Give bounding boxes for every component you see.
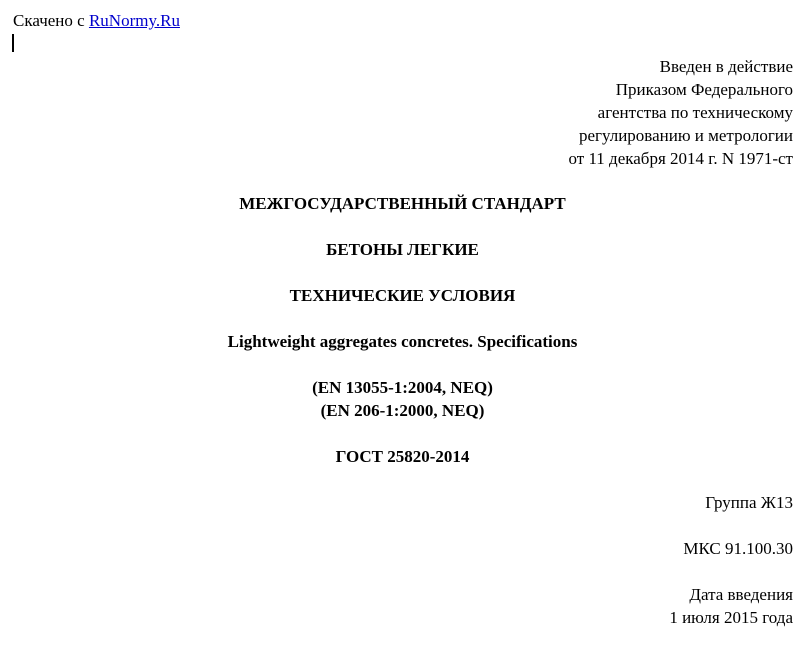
- enactment-line: Введен в действие: [659, 57, 793, 76]
- enactment-line: Приказом Федерального: [615, 80, 793, 99]
- enactment-line: регулированию и метрологии: [578, 126, 793, 145]
- introduction-date: 1 июля 2015 года: [669, 608, 793, 627]
- enactment-line: агентства по техническому: [597, 103, 793, 122]
- download-source-prefix: Скачено с: [13, 11, 89, 30]
- text-cursor: [12, 34, 14, 52]
- standard-subtitle-heading: ТЕХНИЧЕСКИЕ УСЛОВИЯ: [289, 286, 516, 305]
- english-title: Lightweight aggregates concretes. Specifications: [227, 332, 578, 351]
- introduction-date-label: Дата введения: [689, 585, 793, 604]
- gost-number: ГОСТ 25820-2014: [335, 447, 470, 466]
- reference-standards: [0, 376, 799, 422]
- reference-standard: (EN 13055-1:2004, NEQ): [312, 378, 493, 397]
- group-code: Группа Ж13: [705, 493, 793, 512]
- standard-type-heading: МЕЖГОСУДАРСТВЕННЫЙ СТАНДАРТ: [239, 194, 566, 213]
- runormy-link[interactable]: RuNormy.Ru: [88, 11, 180, 30]
- enactment-line: от 11 декабря 2014 г. N 1971-ст: [568, 149, 793, 168]
- download-source-line: [13, 9, 180, 32]
- introduction-date-block: [669, 583, 793, 629]
- reference-standard: (EN 206-1:2000, NEQ): [320, 401, 485, 420]
- mks-code: МКС 91.100.30: [683, 539, 793, 558]
- standard-name-heading: БЕТОНЫ ЛЕГКИЕ: [326, 240, 479, 259]
- enactment-block: [568, 55, 793, 170]
